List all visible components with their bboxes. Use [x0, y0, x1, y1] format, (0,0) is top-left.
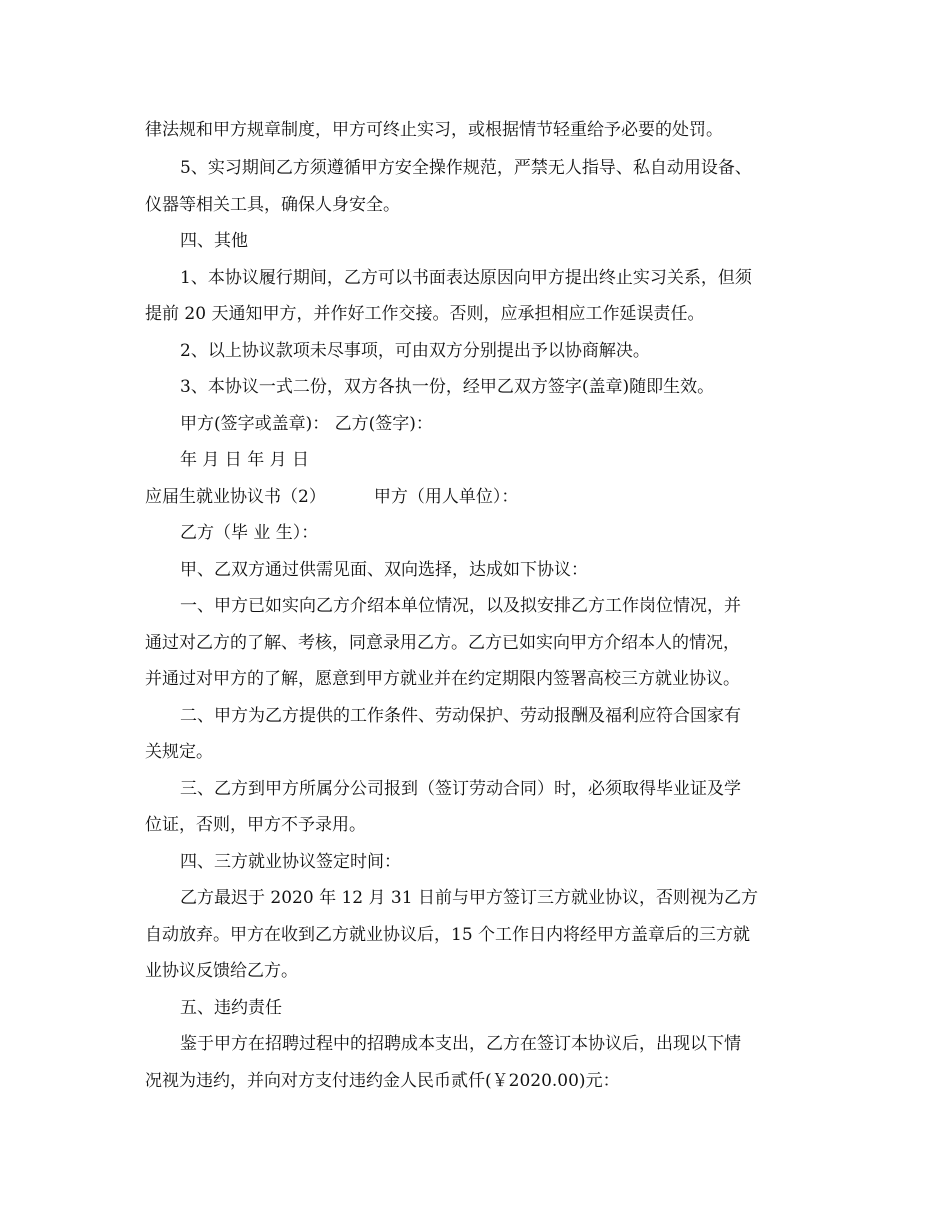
paragraph-line: 二、甲方为乙方提供的工作条件、劳动保护、劳动报酬及福利应符合国家有 [180, 706, 741, 726]
paragraph-line: 5、实习期间乙方须遵循甲方安全操作规范，严禁无人指导、私自动用设备、 [180, 158, 752, 178]
section-heading: 四、三方就业协议签定时间： [180, 852, 401, 872]
paragraph-line: 提前 20 天通知甲方，并作好工作交接。否则，应承担相应工作延误责任。 [145, 304, 705, 324]
paragraph-line: 业协议反馈给乙方。 [145, 961, 298, 981]
paragraph-line: 一、甲方已如实向乙方介绍本单位情况，以及拟安排乙方工作岗位情况，并 [180, 596, 741, 616]
section-heading: 五、违约责任 [180, 998, 282, 1018]
signature-line: 甲方(签字或盖章)： 乙方(签字)： [180, 414, 433, 434]
paragraph-line: 仪器等相关工具，确保人身安全。 [145, 195, 400, 215]
paragraph-line: 况视为违约，并向对方支付违约金人民币贰仟(￥2020.00)元： [145, 1071, 620, 1091]
paragraph-line: 并通过对甲方的了解，愿意到甲方就业并在约定期限内签署高校三方就业协议。 [145, 669, 740, 689]
paragraph-line: 甲、乙双方通过供需见面、双向选择，达成如下协议： [180, 560, 588, 580]
paragraph-line: 关规定。 [145, 742, 213, 762]
party-a-label: 甲方（用人单位）： [373, 487, 519, 507]
paragraph-line: 位证，否则，甲方不予录用。 [145, 815, 366, 835]
paragraph-line: 自动放弃。甲方在收到乙方就业协议后，15 个工作日内将经甲方盖章后的三方就 [145, 925, 751, 945]
section-heading: 四、其他 [180, 231, 248, 251]
paragraph-line: 乙方最迟于 2020 年 12 月 31 日前与甲方签订三方就业协议，否则视为乙方 [180, 888, 758, 908]
title-line [145, 485, 518, 509]
paragraph-line: 3、本协议一式二份，双方各执一份，经甲乙双方签字(盖章)随即生效。 [180, 377, 715, 397]
paragraph-line: 律法规和甲方规章制度，甲方可终止实习，或根据情节轻重给予必要的处罚。 [145, 120, 723, 140]
paragraph-line: 2、以上协议款项未尽事项，可由双方分别提出予以协商解决。 [180, 341, 650, 361]
paragraph-line: 1、本协议履行期间，乙方可以书面表达原因向甲方提出终止实习关系，但须 [180, 268, 752, 288]
paragraph-line: 鉴于甲方在招聘过程中的招聘成本支出，乙方在签订本协议后，出现以下情 [180, 1034, 741, 1054]
paragraph-line: 三、乙方到甲方所属分公司报到（签订劳动合同）时，必须取得毕业证及学 [180, 779, 741, 799]
date-line: 年 月 日 年 月 日 [180, 450, 310, 470]
document-title: 应届生就业协议书（2） [145, 487, 326, 507]
party-b-label: 乙方（毕 业 生）： [180, 523, 319, 543]
paragraph-line: 通过对乙方的了解、考核，同意录用乙方。乙方已如实向甲方介绍本人的情况， [145, 633, 740, 653]
